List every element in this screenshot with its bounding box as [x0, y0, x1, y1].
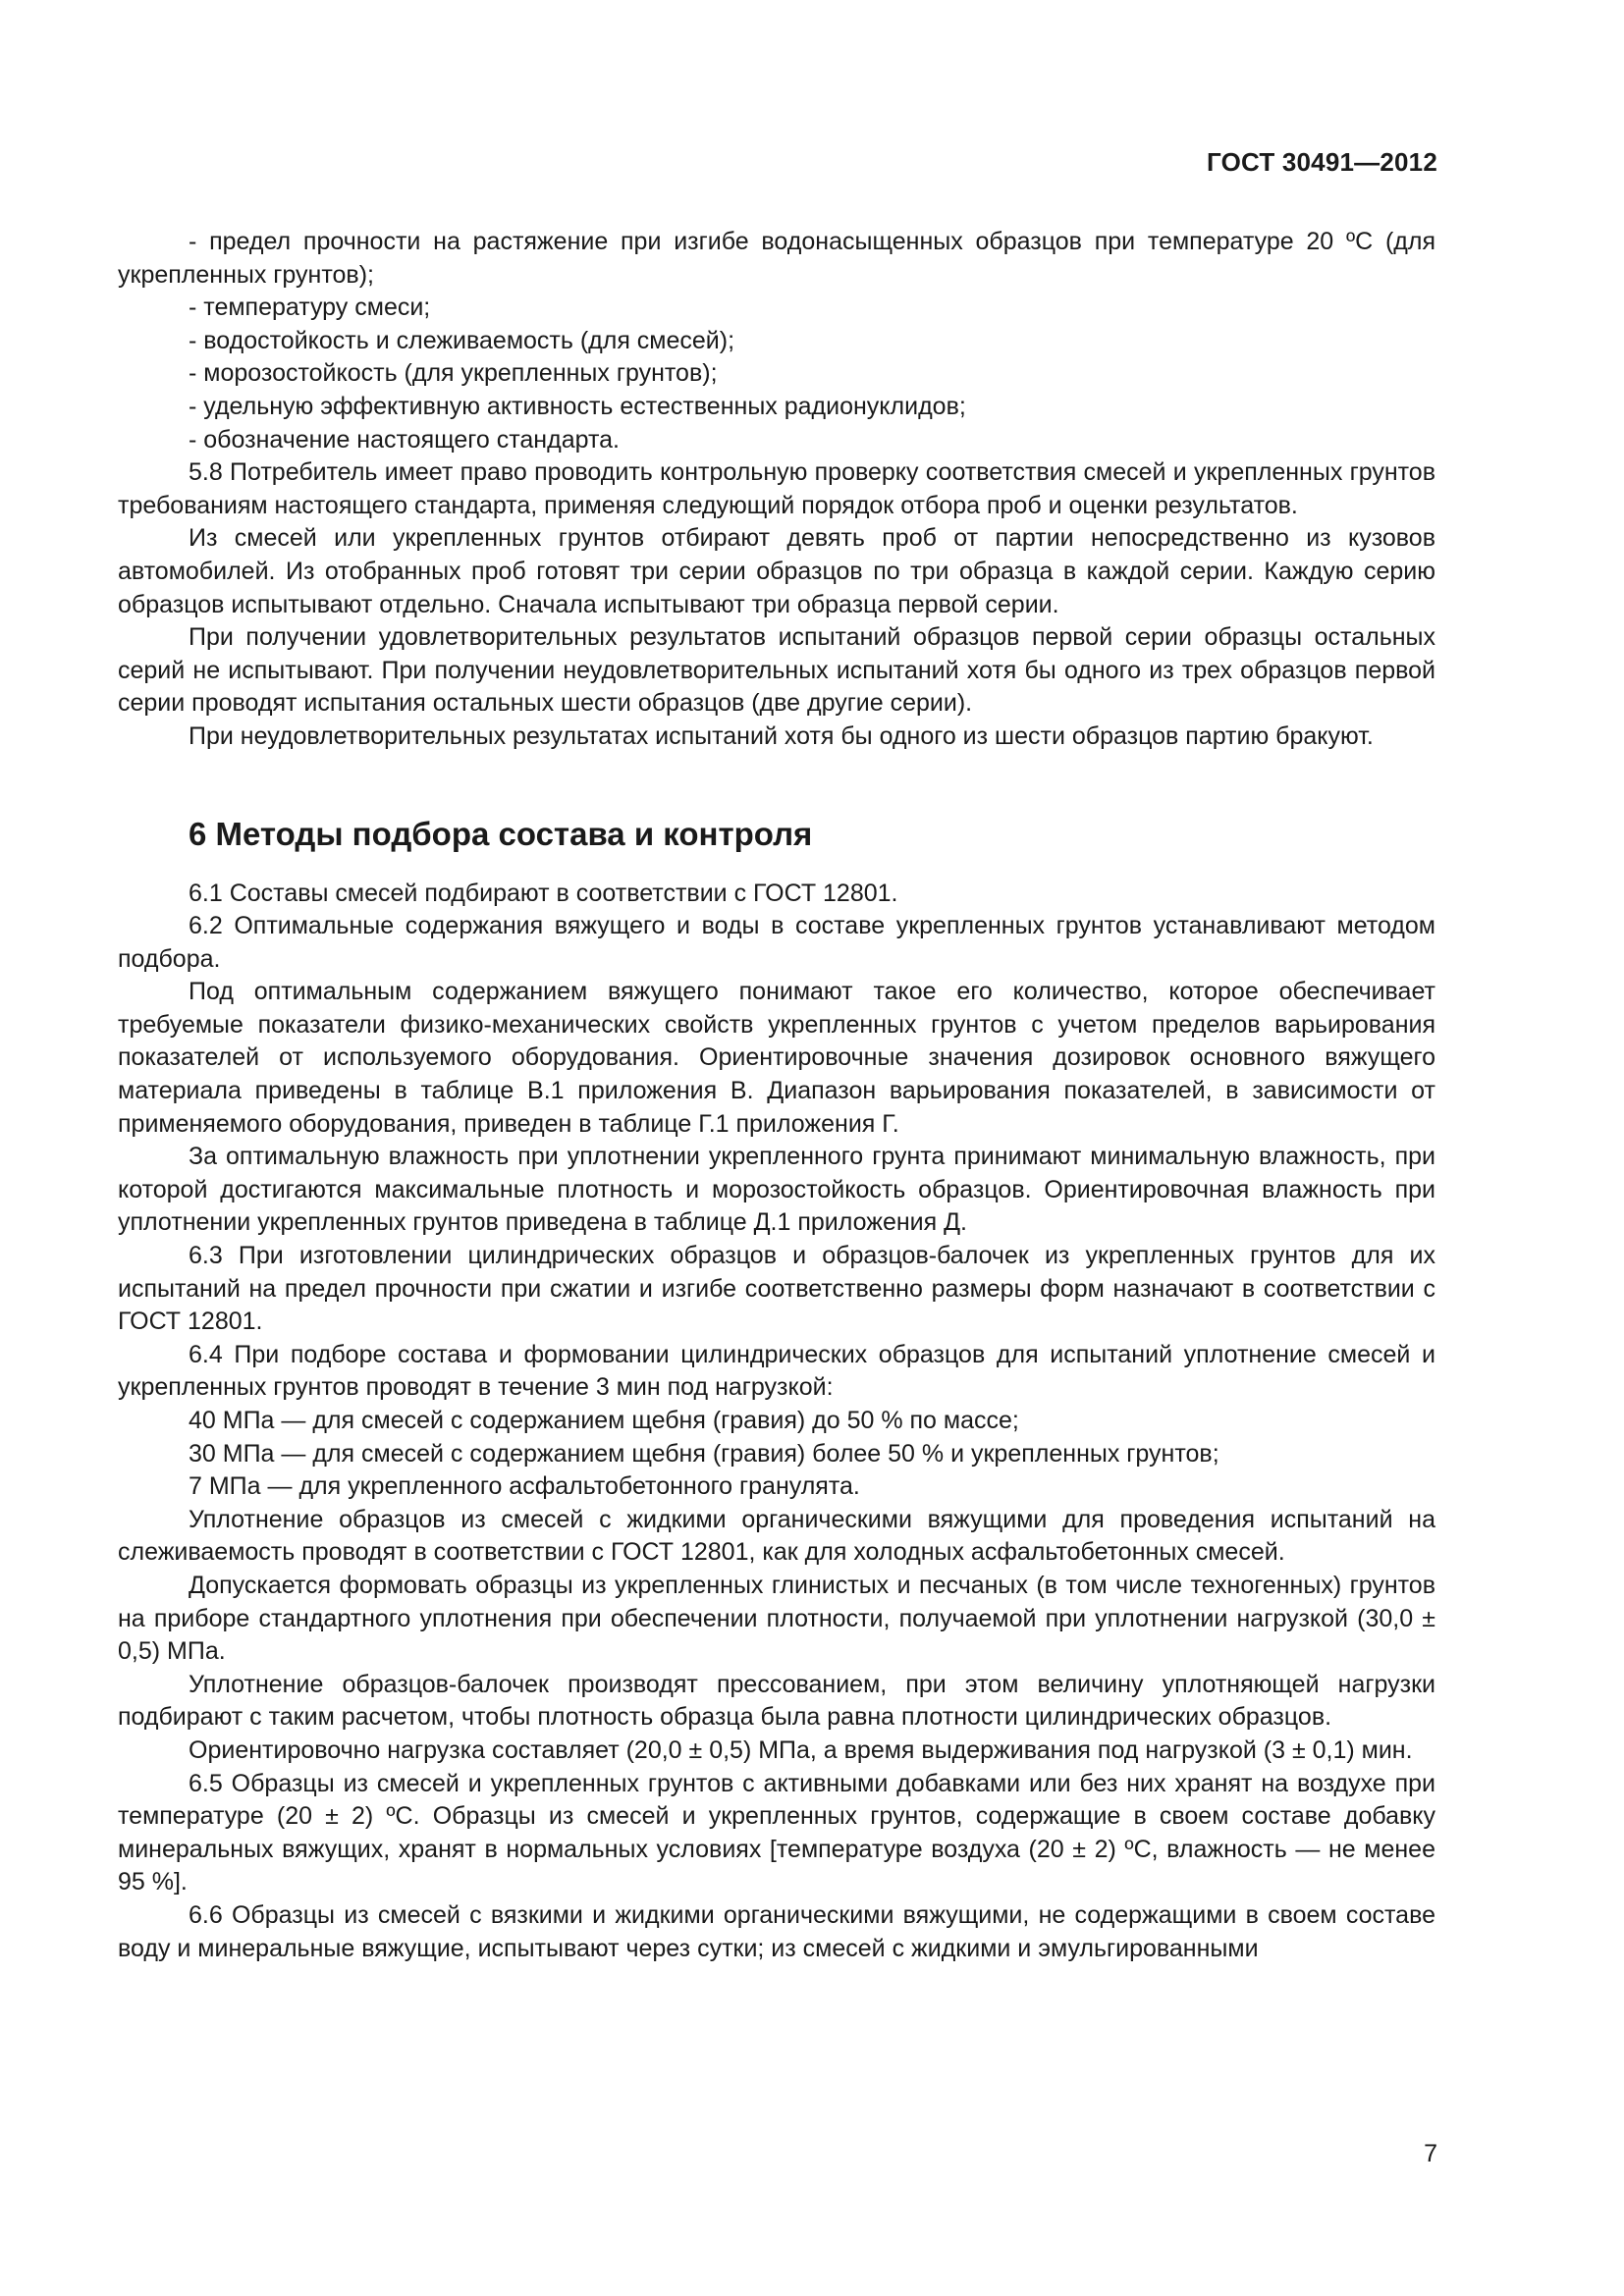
paragraph: Уплотнение образцов-балочек производят прессованием, при этом величину уплотняющей нагрузки подбирают с таким расчетом, чтобы плотность образца была равна плотности цилиндрических образцов. — [118, 1670, 1435, 1732]
paragraph: При получении удовлетворительных результатов испытаний образцов первой серии образцы остальных серий не испытывают. При получении неудовлетворительных испытаний хотя бы одного из трех образцов первой серии проводят испытания остальных шести образцов (две другие серии). — [118, 623, 1435, 718]
paragraph: Допускается формовать образцы из укрепленных глинистых и песчаных (в том числе техногенных) грунтов на приборе стандартного уплотнения при обеспечении плотности, получаемой при уплотнении нагрузкой (30,0 ± 0,5) МПа. — [118, 1571, 1435, 1666]
section-heading: 6 Методы подбора состава и контроля — [189, 815, 813, 852]
paragraph: - обозначение настоящего стандарта. — [189, 425, 620, 454]
paragraph: - температуру смеси; — [189, 294, 431, 322]
document-header: ГОСТ 30491—2012 — [1207, 147, 1437, 177]
paragraph: 30 МПа — для смесей с содержанием щебня (гравия) более 50 % и укрепленных грунтов; — [189, 1439, 1219, 1468]
paragraph: - удельную эффективную активность естественных радионуклидов; — [189, 392, 966, 420]
paragraph: При неудовлетворительных результатах испытаний хотя бы одного из шести образцов партию бракуют. — [189, 721, 1374, 750]
paragraph: 6.4 При подборе состава и формовании цилиндрических образцов для испытаний уплотнение смесей и укрепленных грунтов проводят в течение 3 мин под нагрузкой: — [118, 1340, 1435, 1402]
paragraph: 6.3 При изготовлении цилиндрических образцов и образцов-балочек из укрепленных грунтов для их испытаний на предел прочности при сжатии и изгибе соответственно размеры форм назначают в соответствии с ГОСТ 12801. — [118, 1242, 1435, 1336]
paragraph: 6.5 Образцы из смесей и укрепленных грунтов с активными добавками или без них хранят на воздухе при температуре (20 ± 2) ºC. Образцы из смесей и укрепленных грунтов, содержащие в своем составе добавку минеральных вяжущих, хранят в нормальных условиях [температуре воздуха (20 ± 2) ºC, влажность — не менее 95 %]. — [118, 1769, 1435, 1896]
paragraph: 6.2 Оптимальные содержания вяжущего и воды в составе укрепленных грунтов устанавливают методом подбора. — [118, 912, 1435, 973]
page-number: 7 — [1424, 2140, 1437, 2167]
paragraph: 5.8 Потребитель имеет право проводить контрольную проверку соответствия смесей и укрепленных грунтов требованиям настоящего стандарта, применяя следующий порядок отбора проб и оценки результатов. — [118, 458, 1435, 519]
paragraph: - морозостойкость (для укрепленных грунтов); — [189, 359, 718, 388]
paragraph: Под оптимальным содержанием вяжущего понимают такое его количество, которое обеспечивает требуемые показатели физико-механических свойств укрепленных грунтов с учетом пределов варьирования показателей от используемого оборудования. Ориентировочные значения дозировок основного вяжущего материала приведены в таблице В.1 приложения В. Диапазон варьирования показателей, в зависимости от применяемого оборудования, приведен в таблице Г.1 приложения Г. — [118, 978, 1435, 1138]
paragraph: За оптимальную влажность при уплотнении укрепленного грунта принимают минимальную влажность, при которой достигаются максимальные плотность и морозостойкость образцов. Ориентировочная влажность при уплотнении укрепленных грунтов приведена в таблице Д.1 приложения Д. — [118, 1143, 1435, 1237]
document-body — [118, 226, 1435, 1965]
paragraph: 6.1 Составы смесей подбирают в соответствии с ГОСТ 12801. — [189, 879, 898, 907]
paragraph: 7 МПа — для укрепленного асфальтобетонного гранулята. — [189, 1472, 860, 1501]
paragraph: Уплотнение образцов из смесей с жидкими органическими вяжущими для проведения испытаний на слеживаемость проводят в соответствии с ГОСТ 12801, как для холодных асфальтобетонных смесей. — [118, 1505, 1435, 1567]
paragraph: 40 МПа — для смесей с содержанием щебня (гравия) до 50 % по массе; — [189, 1407, 1019, 1434]
paragraph: Из смесей или укрепленных грунтов отбирают девять проб от партии непосредственно из кузовов автомобилей. Из отобранных проб готовят три серии образцов по три образца в каждой серии. Каждую серию образцов испытывают отдельно. Сначала испытывают три образца первой серии. — [118, 524, 1435, 618]
paragraph: - предел прочности на растяжение при изгибе водонасыщенных образцов при температуре 20 ºC (для укрепленных грунтов); — [118, 228, 1435, 289]
paragraph: - водостойкость и слеживаемость (для смесей); — [189, 326, 735, 354]
paragraph: Ориентировочно нагрузка составляет (20,0 ± 0,5) МПа, а время выдерживания под нагрузкой (3 ± 0,1) мин. — [189, 1735, 1413, 1764]
paragraph: 6.6 Образцы из смесей с вязкими и жидкими органическими вяжущими, не содержащими в своем составе воду и минеральные вяжущие, испытывают через сутки; из смесей с жидкими и эмульгированными — [118, 1900, 1435, 1962]
